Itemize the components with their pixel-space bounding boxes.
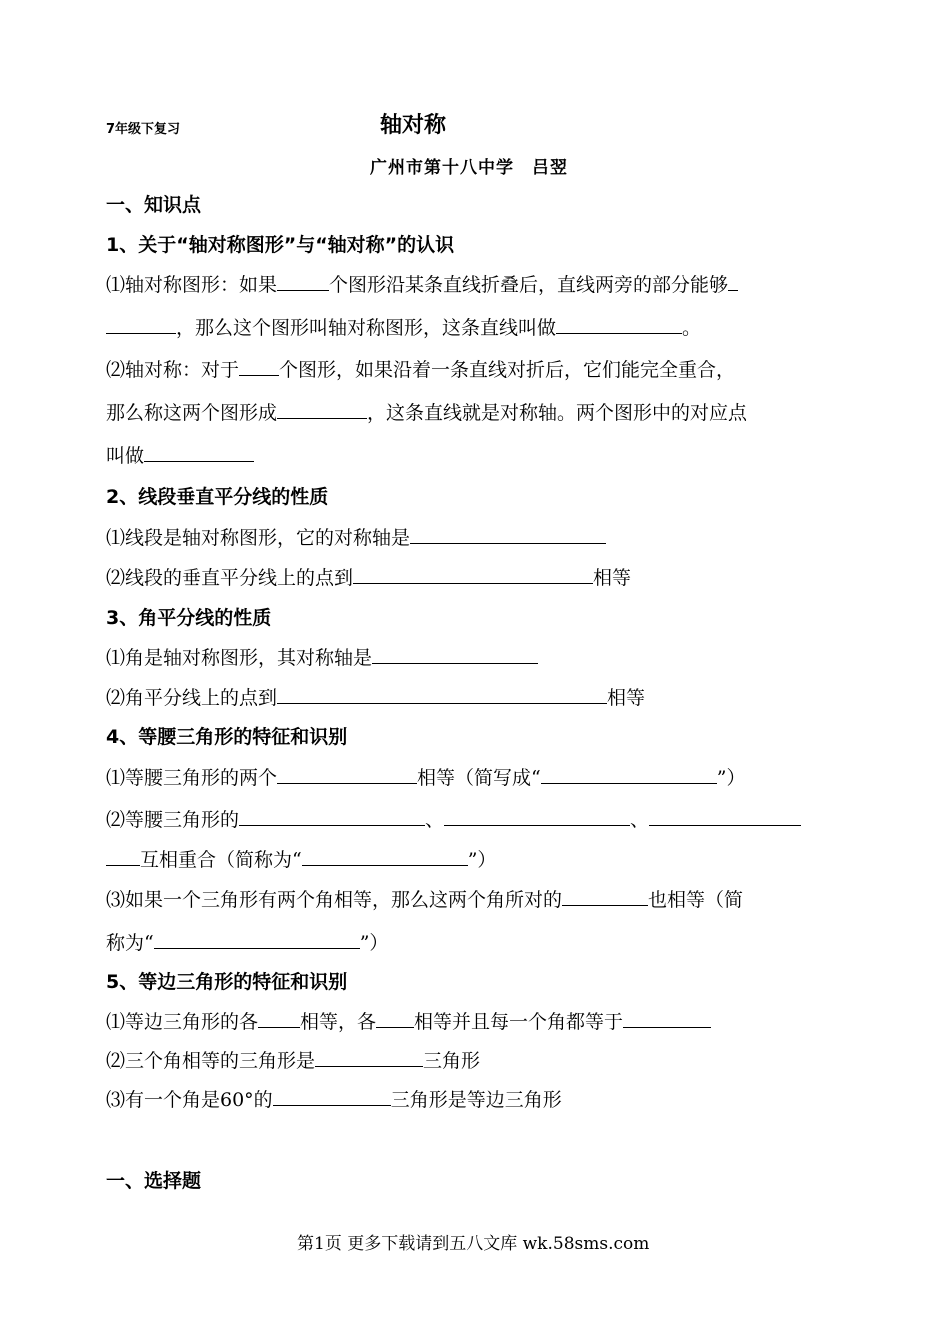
blank[interactable] <box>106 847 140 866</box>
blank[interactable] <box>556 315 682 334</box>
blank[interactable] <box>623 1009 711 1028</box>
topic1-para1-line1: ⑴轴对称图形：如果 个图形沿某条直线折叠后，直线两旁的部分能够 <box>106 270 738 297</box>
blank[interactable] <box>258 1009 300 1028</box>
page-title: 轴对称 <box>380 113 447 138</box>
topic5-para1: ⑴等边三角形的各 相等，各 相等并且每一个角都等于 <box>106 1007 711 1034</box>
topic3-para1: ⑴角是轴对称图形，其对称轴是 <box>106 643 538 670</box>
page-footer: 第1页 更多下载请到五八文库 wk.58sms.com <box>297 1234 650 1254</box>
section-heading-knowledge: 一、知识点 <box>106 194 202 216</box>
topic2-para1: ⑴线段是轴对称图形，它的对称轴是 <box>106 523 606 550</box>
topic4-para1: ⑴等腰三角形的两个 相等（简写成“ ”） <box>106 767 746 789</box>
blank[interactable] <box>315 1048 423 1067</box>
blank[interactable] <box>239 357 279 376</box>
topic2-heading: 2、线段垂直平分线的性质 <box>106 486 329 508</box>
blank[interactable] <box>154 930 360 949</box>
blank[interactable] <box>562 887 648 906</box>
topic1-para2-line2: 那么称这两个图形成 ，这条直线就是对称轴。两个图形中的对应点 <box>106 402 748 424</box>
blank[interactable] <box>273 1087 391 1106</box>
blank[interactable] <box>106 315 176 334</box>
blank[interactable] <box>372 645 538 664</box>
topic3-heading: 3、角平分线的性质 <box>106 607 272 629</box>
topic4-heading: 4、等腰三角形的特征和识别 <box>106 726 348 748</box>
topic1-para2-line3: 叫做 <box>106 441 254 468</box>
topic4-para3-line1: ⑶如果一个三角形有两个角相等，那么这两个角所对的 也相等（简 <box>106 889 744 911</box>
topic5-para2: ⑵三个角相等的三角形是 三角形 <box>106 1050 481 1072</box>
blank[interactable] <box>541 765 717 784</box>
blank[interactable] <box>649 807 801 826</box>
blank[interactable] <box>302 847 468 866</box>
topic5-para3: ⑶有一个角是60°的 三角形是等边三角形 <box>106 1089 562 1111</box>
blank[interactable] <box>444 807 630 826</box>
author-line: 广州市第十八中学 吕翌 <box>370 158 568 178</box>
blank[interactable] <box>277 400 367 419</box>
topic4-para2-line1: ⑵等腰三角形的 、 、 <box>106 805 801 832</box>
grade-label: 7年级下复习 <box>106 122 181 137</box>
blank[interactable] <box>277 765 417 784</box>
topic4-para2-line2: 互相重合（简称为“ ”） <box>106 845 496 872</box>
topic2-para2: ⑵线段的垂直平分线上的点到 相等 <box>106 567 632 589</box>
blank[interactable] <box>410 525 606 544</box>
topic4-para3-line2: 称为“ ”） <box>106 932 389 954</box>
blank[interactable] <box>353 565 593 584</box>
topic1-para2-line1: ⑵轴对称：对于 个图形，如果沿着一条直线对折后，它们能完全重合， <box>106 359 736 381</box>
blank[interactable] <box>277 272 329 291</box>
topic1-para1-line2: ，那么这个图形叫轴对称图形，这条直线叫做 。 <box>106 313 701 340</box>
blank[interactable] <box>277 685 607 704</box>
blank[interactable] <box>144 443 254 462</box>
topic5-heading: 5、等边三角形的特征和识别 <box>106 971 348 993</box>
blank[interactable] <box>728 272 738 291</box>
section-heading-choice: 一、选择题 <box>106 1170 202 1192</box>
blank[interactable] <box>239 807 425 826</box>
topic1-heading: 1、关于“轴对称图形”与“轴对称”的认识 <box>106 234 455 256</box>
blank[interactable] <box>376 1009 414 1028</box>
topic3-para2: ⑵角平分线上的点到 相等 <box>106 687 646 709</box>
